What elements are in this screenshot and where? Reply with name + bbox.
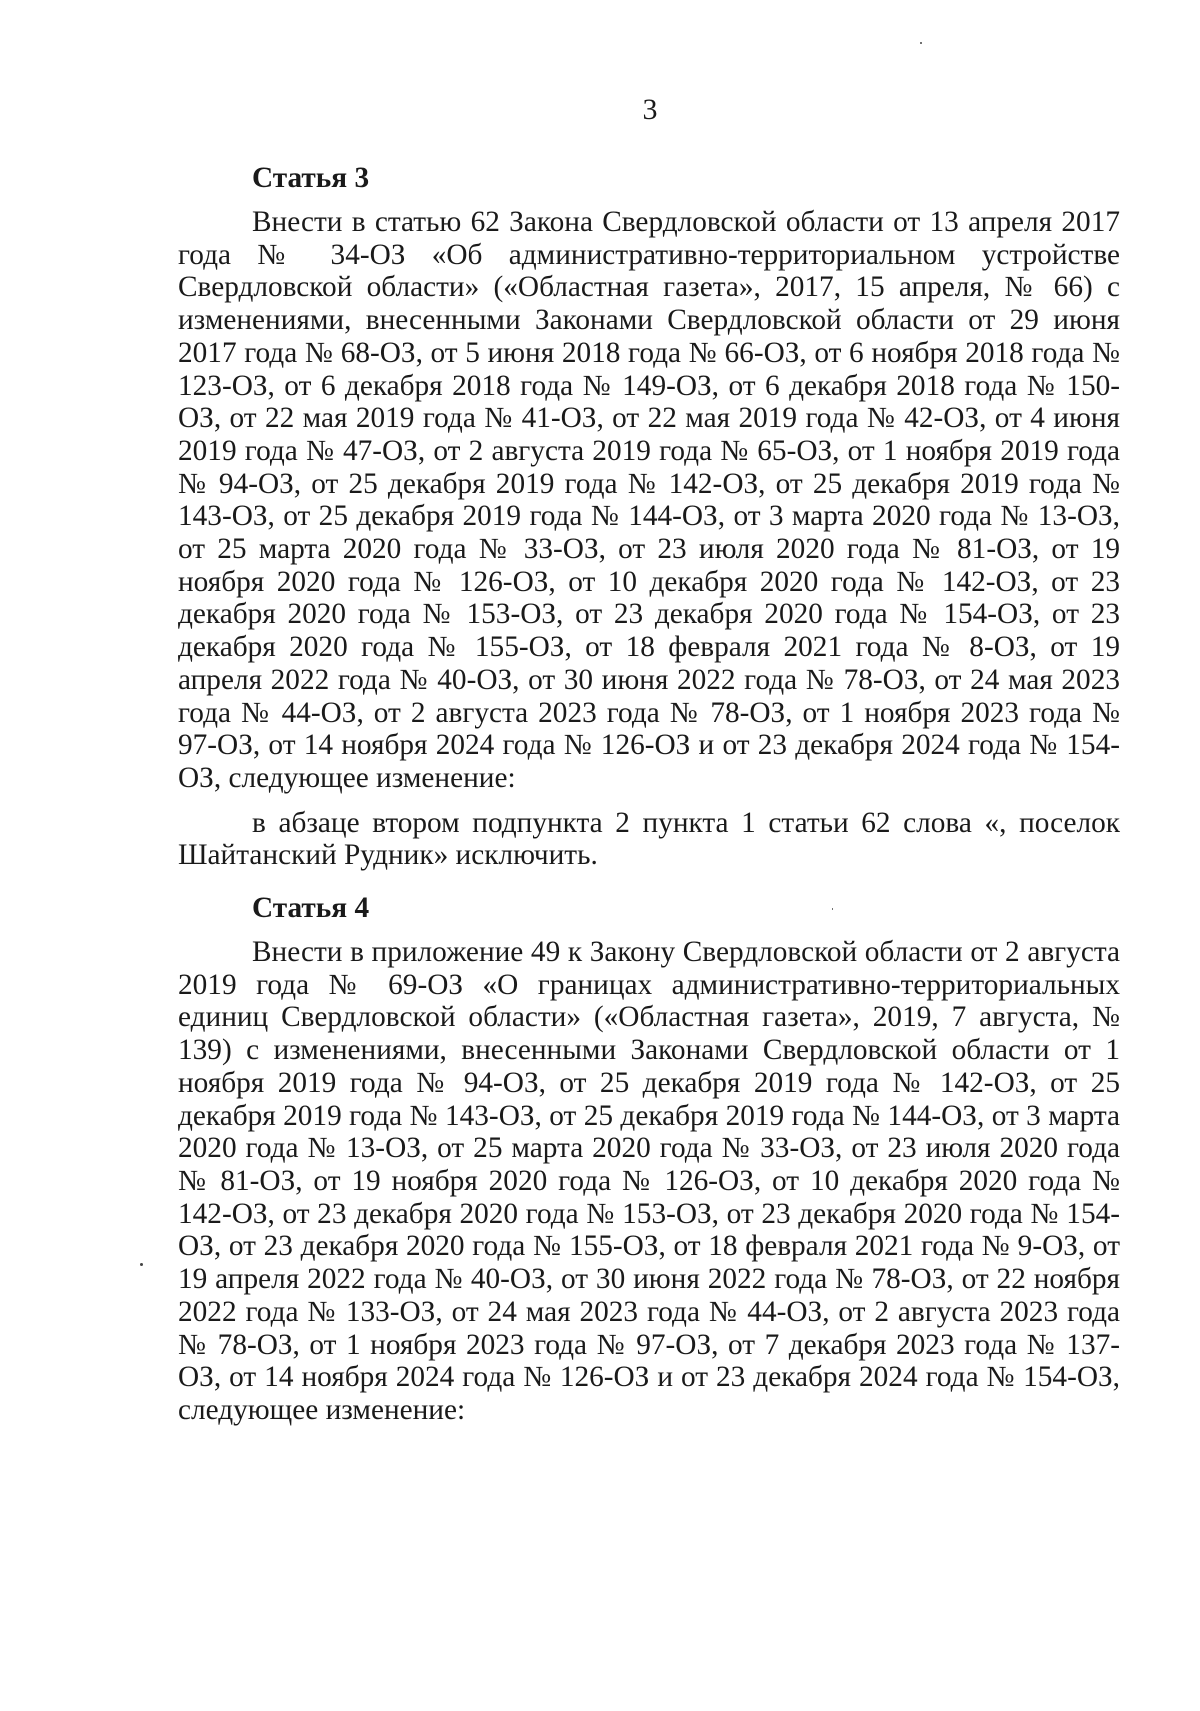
article-3-paragraph-2: в абзаце втором подпункта 2 пункта 1 статьи 62 слова «, поселок Шайтанский Рудник» исключить. [178,806,1120,872]
article-3-paragraph-1: Внести в статью 62 Закона Свердловской области от 13 апреля 2017 года № 34-ОЗ «Об административно-территориальном устройстве Свердловской области» («Областная газета», 2017, 15 апреля, № 66) с изменениями, внесенными Законами Свердловской области от 29 июня 2017 года № 68-ОЗ, от 5 июня 2018 года № 66-ОЗ, от 6 ноября 2018 года № 123-ОЗ, от 6 декабря 2018 года № 149-ОЗ, от 6 декабря 2018 года № 150-ОЗ, от 22 мая 2019 года № 41-ОЗ, от 22 мая 2019 года № 42-ОЗ, от 4 июня 2019 года № 47-ОЗ, от 2 августа 2019 года № 65-ОЗ, от 1 ноября 2019 года № 94-ОЗ, от 25 декабря 2019 года № 142-ОЗ, от 25 декабря 2019 года № 143-ОЗ, от 25 декабря 2019 года № 144-ОЗ, от 3 марта 2020 года № 13-ОЗ, от 25 марта 2020 года № 33-ОЗ, от 23 июля 2020 года № 81-ОЗ, от 19 ноября 2020 года № 126-ОЗ, от 10 декабря 2020 года № 142-ОЗ, от 23 декабря 2020 года № 153-ОЗ, от 23 декабря 2020 года № 154-ОЗ, от 23 декабря 2020 года № 155-ОЗ, от 18 февраля 2021 года № 8-ОЗ, от 19 апреля 2022 года № 40-ОЗ, от 30 июня 2022 года № 78-ОЗ, от 24 мая 2023 года № 44-ОЗ, от 2 августа 2023 года № 78-ОЗ, от 1 ноября 2023 года № 97-ОЗ, от 14 ноября 2024 года № 126-ОЗ и от 23 декабря 2024 года № 154-ОЗ, следующее изменение: [178,206,1120,794]
article-4-paragraph-1: Внести в приложение 49 к Закону Свердловской области от 2 августа 2019 года № 69-ОЗ «О границах административно-территориальных единиц Свердловской области» («Областная газета», 2019, 7 августа, № 139) с изменениями, внесенными Законами Свердловской области от 1 ноября 2019 года № 94-ОЗ, от 25 декабря 2019 года № 142-ОЗ, от 25 декабря 2019 года № 143-ОЗ, от 25 декабря 2019 года № 144-ОЗ, от 3 марта 2020 года № 13-ОЗ, от 25 марта 2020 года № 33-ОЗ, от 23 июля 2020 года № 81-ОЗ, от 19 ноября 2020 года № 126-ОЗ, от 10 декабря 2020 года № 142-ОЗ, от 23 декабря 2020 года № 153-ОЗ, от 23 декабря 2020 года № 154-ОЗ, от 23 декабря 2020 года № 155-ОЗ, от 18 февраля 2021 года № 9-ОЗ, от 19 апреля 2022 года № 40-ОЗ, от 30 июня 2022 года № 78-ОЗ, от 22 ноября 2022 года № 133-ОЗ, от 24 мая 2023 года № 44-ОЗ, от 2 августа 2023 года № 78-ОЗ, от 1 ноября 2023 года № 97-ОЗ, от 7 декабря 2023 года № 137-ОЗ, от 14 ноября 2024 года № 126-ОЗ и от 23 декабря 2024 года № 154-ОЗ, следующее изменение: [178,936,1120,1426]
page-number: 3 [642,93,658,126]
article-4 [178,888,1120,1427]
scan-speck [140,1263,143,1266]
article-heading: Статья 3 [252,162,370,194]
article-heading: Статья 4 [252,892,370,925]
document-body [178,158,1120,1427]
article-3 [178,158,1120,872]
scan-speck [832,908,833,910]
scan-speck [920,42,922,44]
